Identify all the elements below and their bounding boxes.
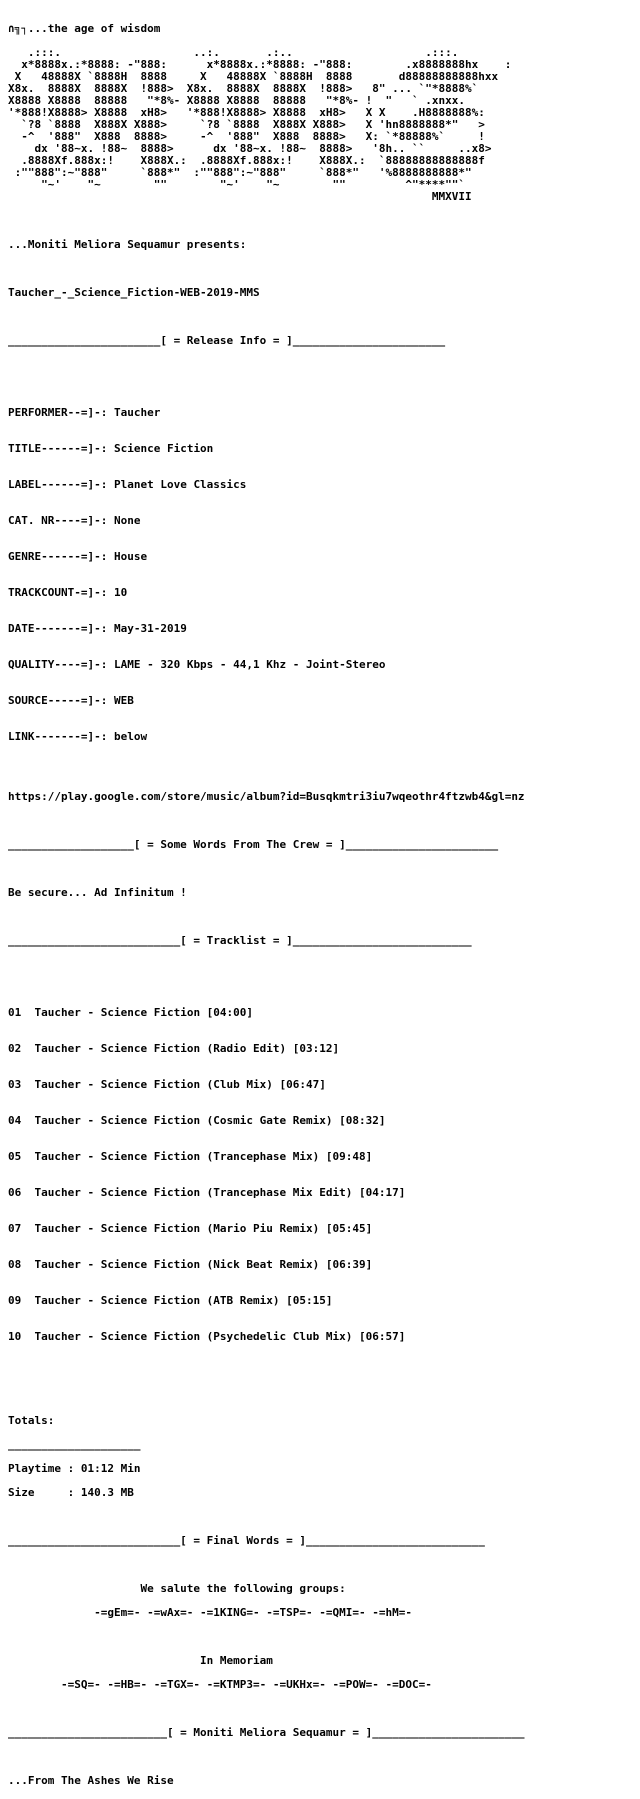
store-link[interactable]: https://play.google.com/store/music/album?id=Busqkmtri3iu7wqeothr4ftzwb4&gl=nz [8,790,525,803]
track-title: Taucher - Science Fiction (Mario Piu Remix) [05:45] [34,1222,373,1235]
track-title: Taucher - Science Fiction (Club Mix) [06:47] [34,1078,326,1091]
spacer [8,1751,636,1763]
info-row [8,587,636,599]
track-row [8,1115,636,1127]
info-row [8,551,636,563]
track-number: 02 [8,1042,22,1055]
track-row [8,1187,636,1199]
spacer [8,1559,636,1571]
info-key: PERFORMER--=]-: [8,406,108,419]
info-key: LABEL------=]-: [8,478,108,491]
track-number: 09 [8,1294,22,1307]
info-value: May-31-2019 [113,622,187,635]
track-row [8,1259,636,1271]
track-row [8,1007,636,1019]
spacer [8,1631,636,1643]
info-key: QUALITY----=]-: [8,658,108,671]
spacer [8,311,636,323]
info-key: TITLE------=]-: [8,442,108,455]
info-key: DATE-------=]-: [8,622,108,635]
spacer [8,863,636,875]
info-value: Taucher [113,406,161,419]
spacer [8,959,636,971]
info-key: LINK-------=]-: [8,730,108,743]
nfo-text [8,11,636,1799]
track-row [8,1151,636,1163]
track-row [8,1079,636,1091]
spacer [8,1703,636,1715]
track-row [8,1223,636,1235]
spacer [8,1367,636,1379]
info-key: GENRE------=]-: [8,550,108,563]
track-title: Taucher - Science Fiction (Radio Edit) [03:12] [34,1042,340,1055]
memoriam-title: In Memoriam [8,1654,273,1667]
info-row [8,443,636,455]
track-row [8,1295,636,1307]
spacer [8,815,636,827]
track-title: Taucher - Science Fiction [04:00] [34,1006,254,1019]
info-row [8,659,636,671]
footer-banner: ________________________[ = Moniti Meliora Sequamur = ]_______________________ [8,1726,525,1739]
info-value: below [113,730,148,743]
salute-groups: -=gEm=- -=wAx=- -=1KING=- -=TSP=- -=QMI=- -=hM=- [8,1606,412,1619]
info-value: 10 [113,586,128,599]
size-row [8,1487,636,1499]
release-info-list [8,383,636,755]
crew-words-header: ___________________[ = Some Words From The Crew = ]_______________________ [8,838,499,851]
salute-title: We salute the following groups: [8,1582,346,1595]
intro-line: ∩╗┐...the age of wisdom [8,22,161,35]
spacer [8,359,636,371]
playtime-row [8,1463,636,1475]
totals-label: Totals: [8,1414,55,1427]
track-title: Taucher - Science Fiction (Psychedelic Club Mix) [06:57] [34,1330,406,1343]
spacer [8,263,636,275]
track-number: 07 [8,1222,22,1235]
info-value: Planet Love Classics [113,478,247,491]
tracklist [8,983,636,1355]
track-number: 06 [8,1186,22,1199]
info-value: Science Fiction [113,442,214,455]
release-name: Taucher_-_Science_Fiction-WEB-2019-MMS [8,286,260,299]
info-value: LAME - 320 Kbps - 44,1 Khz - Joint-Stereo [113,658,386,671]
track-title: Taucher - Science Fiction (Trancephase Mix) [09:48] [34,1150,373,1163]
info-row [8,407,636,419]
info-value: None [113,514,141,527]
presents-line: ...Moniti Meliora Sequamur presents: [8,238,247,251]
info-row [8,731,636,743]
info-row [8,515,636,527]
closing-line: ...From The Ashes We Rise [8,1774,174,1787]
spacer [8,767,636,779]
info-row [8,623,636,635]
track-title: Taucher - Science Fiction (Trancephase Mix Edit) [04:17] [34,1186,406,1199]
spacer [8,1511,636,1523]
info-value: House [113,550,148,563]
track-title: Taucher - Science Fiction (Cosmic Gate Remix) [08:32] [34,1114,386,1127]
group-logo-ascii-art: .:::. ..:. .:.. .:::. x*8888x.:*8888: -"888: x*8888x.:*8888: -"888: .x8888888hx : X 48888X `8888H 8888 X 48888X `8888H 8888 d88888888888hxx X8x. 8888X 8888X !888> X8x. 8888X 8888X !888> 8" ... `"*8888%` X8888 X8888 88888 "*8%- X8888 X8888 88888 "*8%- ! " ` .xnxx. '*888!X8888> X8888 xH8> '*888!X8888> X8888 xH8> X X .H8888888%: `?8 `8888 X888X X888> `?8 `8888 X888X X888> X 'hn8888888*" > -^ '888" X888 8888> -^ '888" X888 8888> X: `*88888%` ! dx '88~x. !88~ 8888> dx '88~x. !88~ 8888> '8h.. `` ..x8> .8888Xf.888x:! X888X.: .8888Xf.888x:! X888X.: `88888888888888f :""888":~"888" `888*" :""888":~"888" `888*" '%8888888888*" "~' "~ "" "~' "~ "" ^"****""` MMXVII [8,46,512,203]
track-number: 10 [8,1330,22,1343]
playtime-key: Playtime : [8,1462,75,1475]
crew-words: Be secure... Ad Infinitum ! [8,886,187,899]
track-row [8,1043,636,1055]
track-number: 04 [8,1114,22,1127]
info-key: TRACKCOUNT-=]-: [8,586,108,599]
totals-rule: ____________________ [8,1438,141,1451]
tracklist-header: __________________________[ = Tracklist = ]___________________________ [8,934,472,947]
track-number: 08 [8,1258,22,1271]
track-number: 03 [8,1078,22,1091]
info-key: CAT. NR----=]-: [8,514,108,527]
size-value: 140.3 MB [80,1486,134,1499]
track-row [8,1331,636,1343]
info-key: SOURCE-----=]-: [8,694,108,707]
spacer [8,911,636,923]
track-title: Taucher - Science Fiction (Nick Beat Remix) [06:39] [34,1258,373,1271]
release-info-header: _______________________[ = Release Info = ]_______________________ [8,334,446,347]
track-number: 01 [8,1006,22,1019]
final-words-header: __________________________[ = Final Words = ]___________________________ [8,1534,485,1547]
track-number: 05 [8,1150,22,1163]
info-row [8,479,636,491]
spacer [8,1391,636,1403]
memoriam-groups: -=SQ=- -=HB=- -=TGX=- -=KTMP3=- -=UKHx=- -=POW=- -=DOC=- [8,1678,432,1691]
info-value: WEB [113,694,134,707]
info-row [8,695,636,707]
size-key: Size : [8,1486,75,1499]
playtime-value: 01:12 Min [80,1462,141,1475]
spacer [8,215,636,227]
track-title: Taucher - Science Fiction (ATB Remix) [05:15] [34,1294,333,1307]
